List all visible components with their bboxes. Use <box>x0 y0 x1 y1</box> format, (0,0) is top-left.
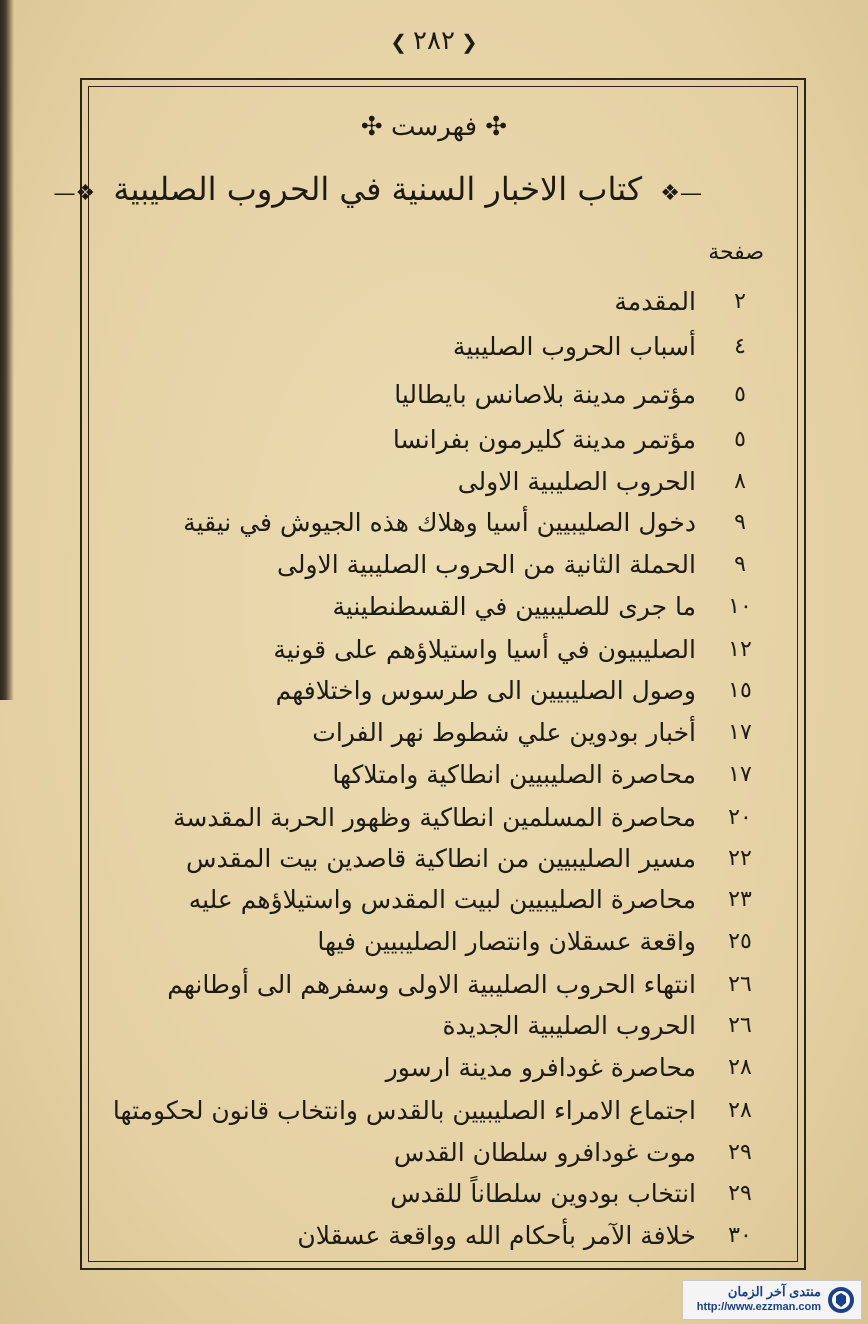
toc-heading-text: فهرست <box>390 112 478 142</box>
book-title-text: كتاب الاخبار السنية في الحروب الصليبية <box>113 170 643 208</box>
toc-entry-title: الصليبيون في أسيا واستيلاؤهم على قونية <box>273 635 696 664</box>
toc-entry <box>140 589 760 625</box>
toc-entry <box>140 757 760 793</box>
watermark-name: منتدى آخر الزمان <box>727 1284 821 1299</box>
toc-entry <box>140 284 760 320</box>
toc-entry-title: أسباب الحروب الصليبية <box>452 332 696 361</box>
book-title <box>53 170 710 208</box>
toc-entry-title: خلافة الآمر بأحكام الله وواقعة عسقلان <box>297 1221 696 1250</box>
ornament-icon: ❯ <box>390 30 408 54</box>
toc-entry-page: ٨ <box>734 469 746 494</box>
toc-entry-page: ٢٨ <box>728 1098 752 1123</box>
toc-entry <box>112 1093 760 1129</box>
toc-entry <box>140 967 760 1003</box>
toc-entry-page: ٢٦ <box>728 972 752 997</box>
ornament-icon: ❖— <box>53 181 96 206</box>
toc-entry-page: ٢٦ <box>728 1013 752 1038</box>
toc-entry-title: ما جرى للصليبيين في القسطنطينية <box>332 592 696 621</box>
toc-entry-page: ٢٣ <box>728 887 752 912</box>
forum-watermark[interactable] <box>682 1280 862 1320</box>
toc-entry-title: الحروب الصليبية الجديدة <box>442 1011 696 1040</box>
toc-entry <box>140 377 760 413</box>
toc-entry-title: المقدمة <box>614 287 696 316</box>
toc-entry-page: ٢٠ <box>728 805 752 830</box>
page-number <box>0 26 868 56</box>
toc-entry-title: محاصرة غودافرو مدينة ارسور <box>385 1053 696 1082</box>
toc-entry-title: الحروب الصليبية الاولى <box>457 467 696 496</box>
toc-entry <box>140 329 760 365</box>
toc-entry-page: ٢٢ <box>728 846 752 871</box>
toc-entry-page: ٢٩ <box>728 1181 752 1206</box>
toc-entry <box>140 882 760 918</box>
page-number-text: ٢٨٢ <box>413 26 455 56</box>
toc-entry-title: موت غودافرو سلطان القدس <box>393 1138 696 1167</box>
toc-entry-page: ١٧ <box>728 720 752 745</box>
toc-entry-page: ٥ <box>734 382 746 407</box>
toc-entry-page: ١٧ <box>728 762 752 787</box>
toc-entry-title: محاصرة الصليبيين انطاكية وامتلاكها <box>332 760 696 789</box>
toc-entry-title: مؤتمر مدينة كليرمون بفرانسا <box>392 425 696 454</box>
toc-entry-page: ٢٩ <box>728 1140 752 1165</box>
toc-entry-page: ٩ <box>734 552 746 577</box>
ornament-icon: —❖ <box>660 181 702 206</box>
toc-entry-title: أخبار بودوين علي شطوط نهر الفرات <box>312 718 696 747</box>
toc-entry-title: محاصرة الصليبيين لبيت المقدس واستيلاؤهم عليه <box>188 885 696 914</box>
toc-entry <box>140 547 760 583</box>
toc-entry-title: واقعة عسقلان وانتصار الصليبيين فيها <box>317 927 696 956</box>
toc-entry-title: مؤتمر مدينة بلاصانس بايطاليا <box>394 380 696 409</box>
toc-entry-page: ١٠ <box>728 594 752 619</box>
toc-entry-page: ٢٥ <box>728 929 752 954</box>
toc-entry-title: دخول الصليبيين أسيا وهلاك هذه الجيوش في نيقية <box>183 508 696 537</box>
watermark-url[interactable]: http://www.ezzman.com <box>696 1301 821 1313</box>
toc-entry-page: ٥ <box>734 427 746 452</box>
toc-entry <box>140 1176 760 1212</box>
toc-entry <box>140 1218 760 1254</box>
toc-entry-title: مسير الصليبيين من انطاكية قاصدين بيت المقدس <box>186 844 696 873</box>
toc-entry <box>140 1050 760 1086</box>
toc-entry <box>140 841 760 877</box>
toc-entry <box>140 715 760 751</box>
toc-entry <box>140 464 760 500</box>
ornament-icon: ✣ <box>485 112 508 142</box>
toc-entry-title: محاصرة المسلمين انطاكية وظهور الحربة المقدسة <box>173 803 696 832</box>
toc-entry-title: انتهاء الحروب الصليبية الاولى وسفرهم الى أوطانهم <box>167 970 696 999</box>
toc-entry-title: اجتماع الامراء الصليبيين بالقدس وانتخاب قانون لحكومتها <box>112 1096 696 1125</box>
toc-entry-title: وصول الصليبيين الى طرسوس واختلافهم <box>275 676 696 705</box>
toc-entry <box>140 1135 760 1171</box>
toc-entry <box>140 1008 760 1044</box>
toc-entry <box>140 505 760 541</box>
toc-entry-page: ٩ <box>734 510 746 535</box>
toc-entry <box>140 632 760 668</box>
toc-entry <box>140 422 760 458</box>
page-column-header: صفحة <box>708 240 764 265</box>
toc-entry-page: ١٥ <box>728 678 752 703</box>
ornament-icon: ❮ <box>460 30 478 54</box>
toc-entry <box>140 673 760 709</box>
ornament-icon: ✣ <box>360 112 383 142</box>
page-binding-edge <box>0 0 14 700</box>
toc-entry-page: ٤ <box>734 334 746 359</box>
forum-logo-icon <box>827 1286 855 1314</box>
toc-entry <box>140 800 760 836</box>
toc-entry-title: الحملة الثانية من الحروب الصليبية الاولى <box>276 550 696 579</box>
toc-heading <box>0 112 868 142</box>
toc-entry-page: ٢٨ <box>728 1055 752 1080</box>
toc-entry-page: ١٢ <box>728 637 752 662</box>
toc-entry-page: ٢ <box>734 289 746 314</box>
toc-entry-title: انتخاب بودوين سلطاناً للقدس <box>390 1179 696 1208</box>
toc-entry-page: ٣٠ <box>728 1223 752 1248</box>
toc-entry <box>140 924 760 960</box>
